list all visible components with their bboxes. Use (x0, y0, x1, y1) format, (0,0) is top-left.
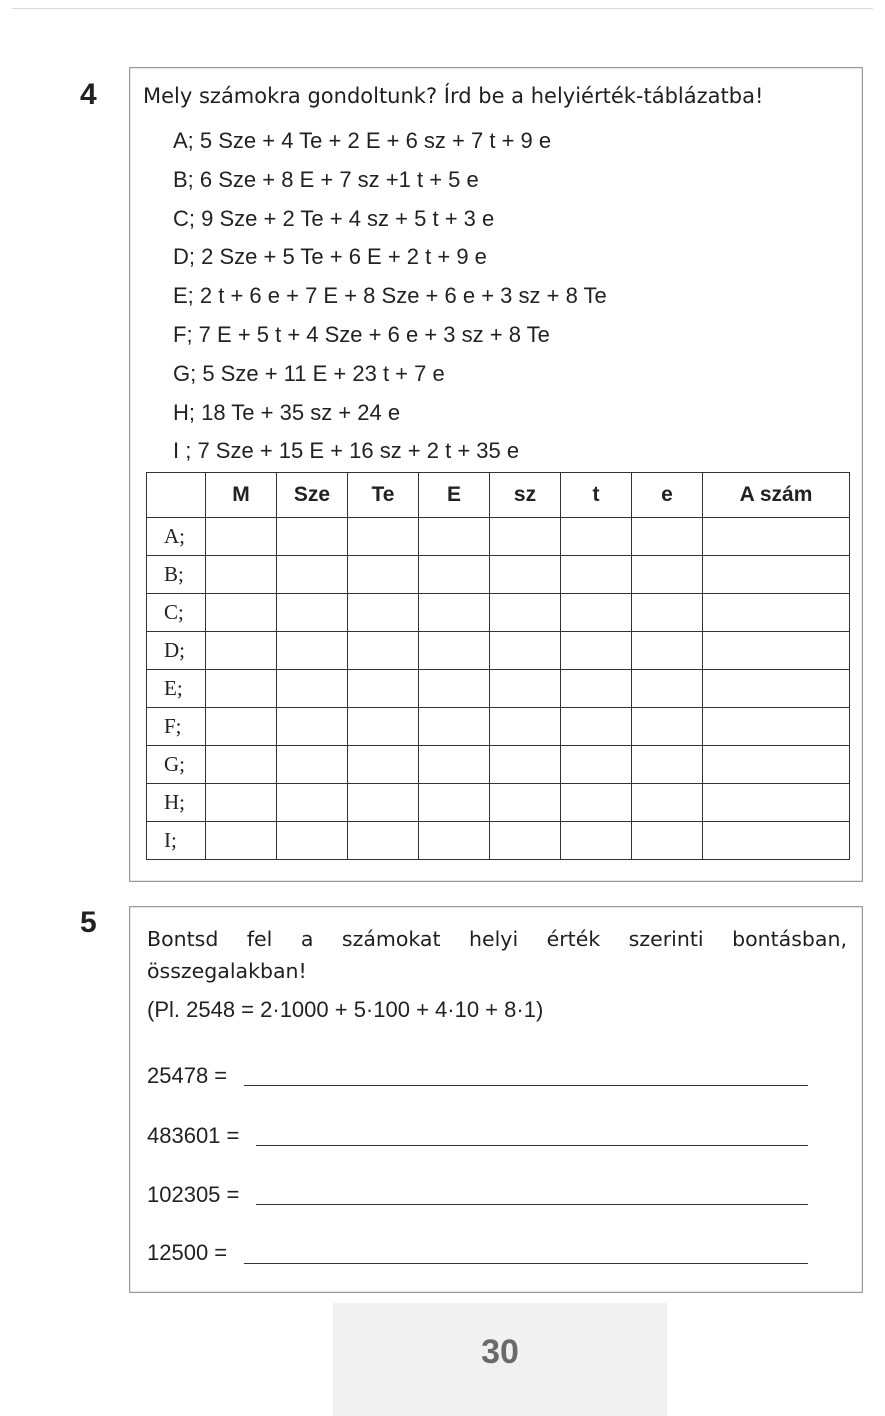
answer-cell[interactable] (206, 632, 277, 670)
row-label: D; (147, 632, 206, 670)
answer-cell[interactable] (348, 518, 419, 556)
answer-cell[interactable] (490, 822, 561, 860)
answer-cell[interactable] (490, 746, 561, 784)
answer-cell[interactable] (277, 746, 348, 784)
exercise-5-instruction: Bontsd fel a számokat helyi érték szerinti bontásban, összegalakban! (147, 927, 847, 983)
answer-cell[interactable] (348, 784, 419, 822)
answer-cell[interactable] (419, 518, 490, 556)
answer-cell[interactable] (348, 746, 419, 784)
answer-cell[interactable] (419, 670, 490, 708)
answer-cell[interactable] (561, 746, 632, 784)
header-cell: t (561, 473, 632, 518)
answer-cell[interactable] (277, 518, 348, 556)
table-row (147, 670, 850, 708)
answer-line[interactable] (256, 1204, 808, 1205)
answer-cell[interactable] (419, 556, 490, 594)
exercise-5-number: 5 (80, 906, 97, 939)
row-label: C; (147, 594, 206, 632)
answer-cell[interactable] (490, 632, 561, 670)
answer-cell[interactable] (419, 784, 490, 822)
answer-cell[interactable] (277, 822, 348, 860)
answer-cell[interactable] (206, 708, 277, 746)
answer-cell[interactable] (632, 632, 703, 670)
header-cell: e (632, 473, 703, 518)
answer-cell[interactable] (632, 784, 703, 822)
top-rule (12, 8, 873, 9)
header-cell: A szám (703, 473, 850, 518)
expression-line-e: E; 2 t + 6 e + 7 E + 8 Sze + 6 e + 3 sz + 8 Te (173, 283, 607, 309)
exercise-4-number: 4 (80, 78, 97, 111)
answer-cell[interactable] (632, 518, 703, 556)
header-cell: Te (348, 473, 419, 518)
row-label: E; (147, 670, 206, 708)
answer-cell[interactable] (206, 746, 277, 784)
answer-cell[interactable] (632, 670, 703, 708)
header-cell: M (206, 473, 277, 518)
answer-cell[interactable] (632, 594, 703, 632)
answer-cell[interactable] (206, 784, 277, 822)
answer-cell[interactable] (632, 556, 703, 594)
answer-cell[interactable] (703, 708, 850, 746)
answer-cell[interactable] (561, 518, 632, 556)
expression-line-g: G; 5 Sze + 11 E + 23 t + 7 e (173, 360, 445, 386)
answer-cell[interactable] (703, 746, 850, 784)
answer-cell[interactable] (206, 556, 277, 594)
answer-cell[interactable] (490, 670, 561, 708)
answer-cell[interactable] (561, 784, 632, 822)
answer-cell[interactable] (561, 708, 632, 746)
answer-cell[interactable] (348, 556, 419, 594)
place-value-table (146, 472, 850, 860)
exercise-4-box (129, 67, 863, 882)
answer-cell[interactable] (632, 822, 703, 860)
answer-cell[interactable] (277, 784, 348, 822)
exercise-4-expression-list (173, 122, 607, 471)
equation-label: 25478 = (147, 1063, 228, 1088)
answer-cell[interactable] (561, 822, 632, 860)
expression-line-b: B; 6 Sze + 8 E + 7 sz +1 t + 5 e (173, 166, 479, 192)
table-row (147, 784, 850, 822)
row-label: H; (147, 784, 206, 822)
footer-band (333, 1303, 667, 1416)
equation-label: 483601 = (147, 1123, 240, 1148)
answer-cell[interactable] (419, 708, 490, 746)
answer-cell[interactable] (632, 708, 703, 746)
answer-cell[interactable] (490, 594, 561, 632)
answer-cell[interactable] (206, 518, 277, 556)
header-cell: E (419, 473, 490, 518)
table-row (147, 746, 850, 784)
answer-cell[interactable] (561, 594, 632, 632)
answer-cell[interactable] (419, 594, 490, 632)
answer-line[interactable] (256, 1145, 808, 1146)
equation-label: 12500 = (147, 1240, 228, 1265)
answer-cell[interactable] (490, 784, 561, 822)
table-row (147, 518, 850, 556)
expression-line-i: I ; 7 Sze + 15 E + 16 sz + 2 t + 35 e (173, 438, 520, 464)
table-row (147, 594, 850, 632)
header-cell (147, 473, 206, 518)
expression-line-c: C; 9 Sze + 2 Te + 4 sz + 5 t + 3 e (173, 205, 495, 231)
exercise-4-instruction: Mely számokra gondoltunk? Írd be a helyiérték-táblázatba! (143, 84, 764, 108)
answer-cell[interactable] (348, 708, 419, 746)
row-label: G; (147, 746, 206, 784)
row-label: B; (147, 556, 206, 594)
answer-cell[interactable] (703, 594, 850, 632)
answer-cell[interactable] (206, 594, 277, 632)
answer-cell[interactable] (490, 518, 561, 556)
table-row (147, 708, 850, 746)
answer-cell[interactable] (490, 708, 561, 746)
expression-line-f: F; 7 E + 5 t + 4 Sze + 6 e + 3 sz + 8 Te (173, 321, 550, 347)
row-label: I; (147, 822, 206, 860)
header-cell: Sze (277, 473, 348, 518)
answer-cell[interactable] (277, 632, 348, 670)
answer-cell[interactable] (206, 670, 277, 708)
answer-line[interactable] (244, 1085, 808, 1086)
answer-cell[interactable] (561, 632, 632, 670)
header-cell: sz (490, 473, 561, 518)
expression-line-d: D; 2 Sze + 5 Te + 6 E + 2 t + 9 e (173, 244, 487, 270)
table-header-row (147, 473, 850, 518)
table-row (147, 632, 850, 670)
answer-cell[interactable] (348, 822, 419, 860)
answer-cell[interactable] (490, 556, 561, 594)
answer-cell[interactable] (348, 670, 419, 708)
expression-line-a: A; 5 Sze + 4 Te + 2 E + 6 sz + 7 t + 9 e (173, 128, 552, 153)
answer-cell[interactable] (703, 632, 850, 670)
expression-line-h: H; 18 Te + 35 sz + 24 e (173, 399, 401, 425)
answer-cell[interactable] (703, 784, 850, 822)
row-label: F; (147, 708, 206, 746)
answer-cell[interactable] (206, 822, 277, 860)
table-row (147, 822, 850, 860)
answer-cell[interactable] (277, 556, 348, 594)
answer-cell[interactable] (703, 670, 850, 708)
answer-cell[interactable] (419, 632, 490, 670)
row-label: A; (147, 518, 206, 556)
answer-cell[interactable] (277, 670, 348, 708)
answer-cell[interactable] (277, 594, 348, 632)
answer-cell[interactable] (703, 822, 850, 860)
answer-cell[interactable] (277, 708, 348, 746)
answer-cell[interactable] (561, 556, 632, 594)
exercise-5-box (129, 906, 863, 1293)
table-row (147, 556, 850, 594)
answer-cell[interactable] (703, 518, 850, 556)
answer-cell[interactable] (419, 822, 490, 860)
page-number: 30 (481, 1333, 519, 1371)
answer-cell[interactable] (561, 670, 632, 708)
answer-cell[interactable] (703, 556, 850, 594)
answer-line[interactable] (244, 1263, 808, 1264)
example-text: (Pl. 2548 = 2·1000 + 5·100 + 4·10 + 8·1) (147, 997, 544, 1022)
equation-label: 102305 = (147, 1182, 240, 1207)
answer-cell[interactable] (632, 746, 703, 784)
answer-cell[interactable] (419, 746, 490, 784)
answer-cell[interactable] (348, 632, 419, 670)
answer-cell[interactable] (348, 594, 419, 632)
